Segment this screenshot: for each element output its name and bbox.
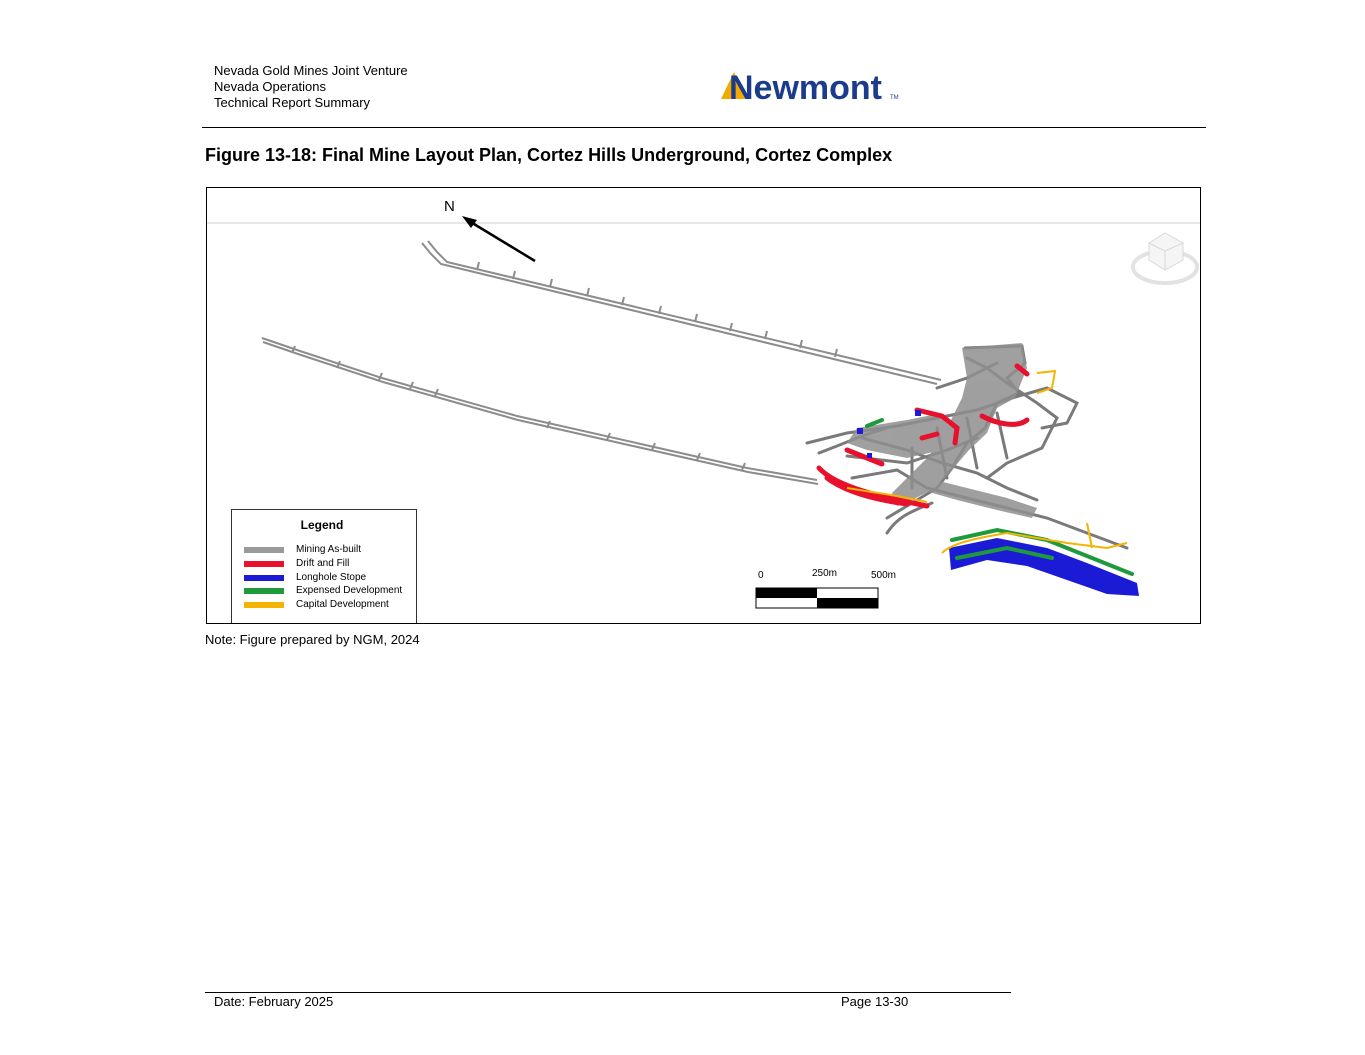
mine-layout-figure: [206, 187, 1201, 624]
legend-box: [231, 509, 417, 624]
legend-label: Longhole Stope: [296, 572, 367, 583]
scale-bar: [756, 588, 878, 608]
header-line-operations: Nevada Operations: [214, 79, 327, 94]
scale-label-500m: 500m: [871, 570, 897, 581]
legend-swatch: [244, 547, 284, 553]
legend-swatch: [244, 575, 284, 581]
footer-rule: [205, 992, 1011, 993]
figure-title: Figure 13-18: Final Mine Layout Plan, Cortez Hills Underground, Cortez Complex: [205, 145, 893, 165]
legend-swatch: [244, 602, 284, 608]
legend-label: Capital Development: [296, 599, 389, 610]
logo-wordmark: Newmont: [729, 69, 882, 106]
legend-label: Expensed Development: [296, 585, 403, 596]
legend-swatch: [244, 561, 284, 567]
footer-page-number: Page 13-30: [841, 994, 909, 1009]
header-line-company: Nevada Gold Mines Joint Venture: [214, 63, 408, 78]
footer-date: Date: February 2025: [214, 994, 334, 1009]
header-rule: [202, 127, 1206, 128]
header-line-report: Technical Report Summary: [214, 95, 371, 110]
legend-label: Mining As-built: [296, 544, 362, 555]
southern-decline-tunnel: [262, 338, 818, 484]
newmont-logo: [719, 66, 904, 106]
header-text-block: [214, 63, 408, 111]
logo-trademark: TM: [890, 95, 899, 101]
scale-label-250m: 250m: [812, 568, 838, 579]
view-cube-icon: [1133, 233, 1197, 283]
north-label: N: [444, 198, 455, 215]
scale-label-zero: 0: [758, 570, 764, 581]
legend-label: Drift and Fill: [296, 558, 350, 569]
legend-swatch: [244, 588, 284, 594]
figure-note: Note: Figure prepared by NGM, 2024: [205, 632, 420, 647]
northern-decline-tunnel: [422, 241, 941, 384]
legend-title: Legend: [300, 518, 344, 532]
